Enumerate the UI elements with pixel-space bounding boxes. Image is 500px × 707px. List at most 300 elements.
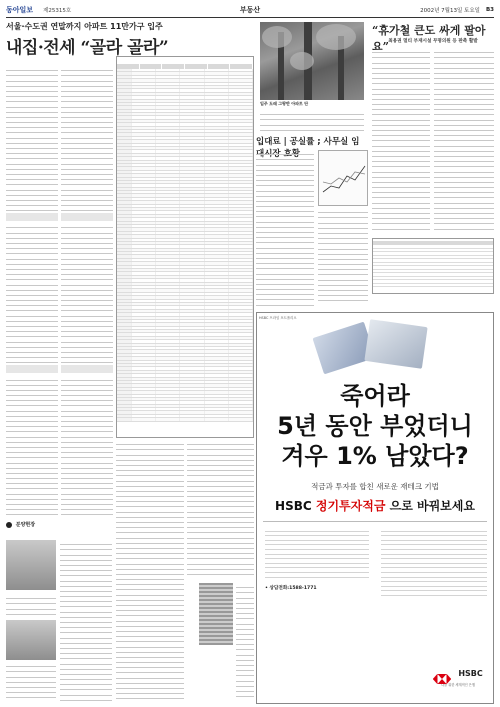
table-cell [205,188,229,190]
table-cell [117,154,132,156]
table-cell [156,222,180,224]
table-cell [117,137,132,139]
table-cell [180,147,204,149]
table-cell [205,289,229,291]
table-cell [132,350,156,352]
table-cell [156,113,180,115]
table-cell [205,184,229,186]
table-cell [156,381,180,383]
table-cell [205,116,229,118]
table-cell [117,418,132,420]
text-line [6,693,56,698]
table-cell [117,391,132,393]
table-cell [156,357,180,359]
table-cell [229,144,253,146]
table-cell [180,178,204,180]
table-cell [229,249,253,251]
table-cell [180,116,204,118]
table-cell [156,174,180,176]
table-cell [117,120,132,122]
table-cell [205,69,229,71]
table-cell [117,93,132,95]
table-cell [180,293,204,295]
header-divider [6,17,494,18]
table-cell [205,313,229,315]
table-cell [117,133,132,135]
text-line [434,224,494,229]
table-cell [156,384,180,386]
table-cell [132,211,156,213]
table-cell [205,137,229,139]
table-cell [132,306,156,308]
table-cell [205,218,229,220]
hsbc-advertisement[interactable] [256,312,494,704]
table-cell [117,123,132,125]
table-cell [117,266,132,268]
table-cell [229,178,253,180]
table-cell [180,340,204,342]
table-cell [156,198,180,200]
photo-caption: 입주 도래 그랑반 아파트 단 [260,101,309,106]
table-cell [156,232,180,234]
table-cell [156,293,180,295]
table-cell [117,293,132,295]
table-cell [229,133,253,135]
table-cell [205,167,229,169]
table-cell [229,194,253,196]
text-line [61,365,113,373]
table-cell [180,184,204,186]
table-cell [156,347,180,349]
table-cell [132,327,156,329]
table-cell [205,320,229,322]
ad-divider [263,521,487,522]
table-cell [117,279,132,281]
table-cell [117,333,132,335]
table-cell [132,300,156,302]
table-cell [156,147,180,149]
table-cell [180,113,204,115]
table-cell [180,100,204,102]
table-cell [117,242,132,244]
table-cell [117,235,132,237]
text-line [6,358,58,363]
table-cell [156,289,180,291]
table-cell [205,208,229,210]
table-cell [156,378,180,380]
table-cell [229,395,253,397]
table-cell [132,110,156,112]
table-cell [229,411,253,413]
table-cell [180,242,204,244]
table-cell [180,205,204,207]
table-cell [229,320,253,322]
ad-headline-line-1: 죽어라 [340,382,410,410]
table-cell [205,154,229,156]
table-cell [132,181,156,183]
table-cell [180,266,204,268]
table-cell [117,130,132,132]
table-cell [156,300,180,302]
table-cell [205,103,229,105]
bullet-icon [6,522,12,528]
table-cell [180,418,204,420]
ad-subline: 적금과 투자를 합친 새로운 재테크 기법 [311,482,439,491]
text-line [61,206,113,211]
table-cell [132,157,156,159]
ad-brand-accent: 정기투자적금 [315,499,386,513]
table-cell [180,140,204,142]
table-cell [117,79,132,81]
table-cell [229,269,253,271]
table-cell [117,269,132,271]
table-cell [132,222,156,224]
table-cell [132,323,156,325]
table-cell [229,347,253,349]
table-cell [229,391,253,393]
table-cell [205,350,229,352]
table-cell [180,333,204,335]
table-cell [156,96,180,98]
ad-brand-line [257,497,493,514]
table-cell [180,72,204,74]
table-row [117,418,253,421]
table-cell [180,225,204,227]
table-cell [205,347,229,349]
table-cell [205,333,229,335]
table-cell [180,255,204,257]
table-cell [229,103,253,105]
text-line [60,696,112,701]
photo-side-text [260,110,364,132]
table-cell [156,367,180,369]
table-cell [205,388,229,390]
table-cell [180,164,204,166]
table-cell [132,171,156,173]
table-cell [180,245,204,247]
table-cell [117,347,132,349]
hsbc-logo [433,663,483,687]
table-cell [132,283,156,285]
table-cell [132,194,156,196]
table-cell [229,208,253,210]
table-cell [117,286,132,288]
text-line [236,692,254,697]
ad-brand-suffix: 으로 바꿔보세요 [389,499,475,513]
table-cell [156,194,180,196]
table-cell [229,272,253,274]
table-cell [229,266,253,268]
table-cell [156,344,180,346]
table-cell [117,144,132,146]
table-cell [156,161,180,163]
table-cell [180,96,204,98]
table-cell [156,374,180,376]
table-cell [205,255,229,257]
table-cell [132,133,156,135]
table-cell [132,384,156,386]
table-cell [180,194,204,196]
table-cell [180,157,204,159]
apartment-occupancy-table [116,56,254,438]
table-cell [156,201,180,203]
table-cell [180,208,204,210]
table-cell [229,137,253,139]
table-cell [205,228,229,230]
table-cell [132,225,156,227]
table-cell [205,405,229,407]
table-cell [229,337,253,339]
office-body-column-1 [256,150,314,306]
table-cell [180,337,204,339]
table-cell [156,337,180,339]
table-cell [117,188,132,190]
table-cell [156,205,180,207]
text-line [381,591,487,596]
table-cell [156,262,180,264]
table-cell [156,398,180,400]
ad-headline-line-3: 겨우 1% 남았다? [281,442,469,470]
table-cell [229,110,253,112]
table-cell [229,378,253,380]
body-column-3 [116,440,184,702]
table-cell [180,89,204,91]
table-cell [132,252,156,254]
table-cell [229,89,253,91]
table-cell [180,405,204,407]
table-cell [117,157,132,159]
table-cell [117,317,132,319]
vacation-sale-subtitle: 최용권 멀티 부재시설 무명의원 등 판촉 활발 [388,39,478,44]
table-cell [229,374,253,376]
table-cell [205,340,229,342]
table-cell [180,79,204,81]
table-cell [229,401,253,403]
ad-fine-print-left [265,527,369,581]
table-cell [156,167,180,169]
table-cell [156,106,180,108]
table-cell [156,103,180,105]
table-cell [132,286,156,288]
table-cell [132,235,156,237]
table-cell [132,96,156,98]
table-cell [156,93,180,95]
table-cell [117,110,132,112]
table-cell [180,283,204,285]
table-row [373,284,493,288]
table-cell [117,300,132,302]
table-cell [117,262,132,264]
table-cell [229,150,253,152]
table-cell [229,408,253,410]
table-cell [132,178,156,180]
ad-phone-number[interactable]: • 상담전화:1588-1771 [265,586,317,591]
table-cell [180,150,204,152]
table-cell [229,361,253,363]
table-cell [132,361,156,363]
table-cell [180,144,204,146]
table-cell [117,208,132,210]
table-cell [117,289,132,291]
table-cell [180,395,204,397]
table-cell [229,357,253,359]
table-cell [205,296,229,298]
table-cell [229,123,253,125]
table-cell [156,239,180,241]
table-cell [117,76,132,78]
table-cell [132,296,156,298]
text-line [6,365,58,373]
table-cell [156,313,180,315]
table-cell [132,164,156,166]
table-cell [180,289,204,291]
table-cell [117,415,132,417]
table-cell [156,181,180,183]
table-cell [229,218,253,220]
lead-body-column-2 [61,66,113,518]
text-line [116,694,184,699]
table-cell [180,181,204,183]
table-cell [229,116,253,118]
table-cell [180,408,204,410]
table-cell [132,245,156,247]
table-cell [229,181,253,183]
table-cell [156,330,180,332]
table-cell [156,242,180,244]
table-cell [180,310,204,312]
table-cell [229,327,253,329]
table-cell [132,242,156,244]
table-cell [156,405,180,407]
table-cell [180,120,204,122]
table-cell [132,103,156,105]
ad-card-image [364,319,427,369]
table-cell [117,405,132,407]
table-cell [117,239,132,241]
table-cell [205,354,229,356]
table-cell [180,344,204,346]
table-cell [180,130,204,132]
table-cell [117,171,132,173]
table-cell [156,350,180,352]
table-cell [180,398,204,400]
table-cell [132,276,156,278]
table-cell [229,93,253,95]
apartment-building-photo [199,583,233,645]
table-cell [180,357,204,359]
text-line [372,224,430,229]
table-cell [117,191,132,193]
table-cell [156,283,180,285]
table-cell [117,337,132,339]
table-cell [205,100,229,102]
table-cell [117,72,132,74]
newspaper-logo: 동아일보 [6,6,34,14]
table-cell [156,259,180,261]
table-cell [156,86,180,88]
table-cell [229,317,253,319]
table-cell [117,313,132,315]
table-cell [156,361,180,363]
table-cell [229,283,253,285]
table-cell [156,164,180,166]
table-cell [229,69,253,71]
table-cell [229,252,253,254]
table-cell [132,279,156,281]
table-cell [205,239,229,241]
table-cell [229,164,253,166]
table-cell [117,228,132,230]
table-cell [180,320,204,322]
table-cell [156,83,180,85]
table-cell [117,205,132,207]
table-cell [180,252,204,254]
table-cell [229,72,253,74]
table-cell [205,286,229,288]
table-cell [180,69,204,71]
table-cell [180,239,204,241]
table-cell [132,83,156,85]
table-cell [156,391,180,393]
table-cell [205,317,229,319]
office-body-column-2 [318,208,368,306]
table-cell [117,364,132,366]
table-cell [205,161,229,163]
table-cell [132,205,156,207]
table-cell [156,150,180,152]
table-cell [132,313,156,315]
table-cell [156,323,180,325]
table-cell [156,184,180,186]
table-cell [132,150,156,152]
text-line [256,300,314,305]
table-cell [156,191,180,193]
table-cell [180,110,204,112]
table-cell [205,83,229,85]
table-cell [229,147,253,149]
table-cell [205,293,229,295]
table-cell [205,86,229,88]
table-cell [156,123,180,125]
table-cell [156,72,180,74]
table-cell [229,286,253,288]
table-cell [229,79,253,81]
table-cell [117,100,132,102]
table-cell [132,354,156,356]
table-cell [205,371,229,373]
table-cell [180,262,204,264]
table-cell [205,93,229,95]
page-header [6,4,494,16]
table-cell [229,205,253,207]
table-cell [205,72,229,74]
table-cell [132,79,156,81]
table-cell [205,150,229,152]
table-cell [229,215,253,217]
hsbc-wordmark: HSBC [458,669,483,678]
text-line [318,296,368,301]
table-cell [132,364,156,366]
table-cell [180,313,204,315]
table-cell [205,323,229,325]
table-cell [205,300,229,302]
table-cell [132,371,156,373]
text-line [6,510,58,515]
table-cell [229,198,253,200]
table-cell [132,239,156,241]
table-cell [229,418,253,420]
projects-section-label [6,521,35,528]
